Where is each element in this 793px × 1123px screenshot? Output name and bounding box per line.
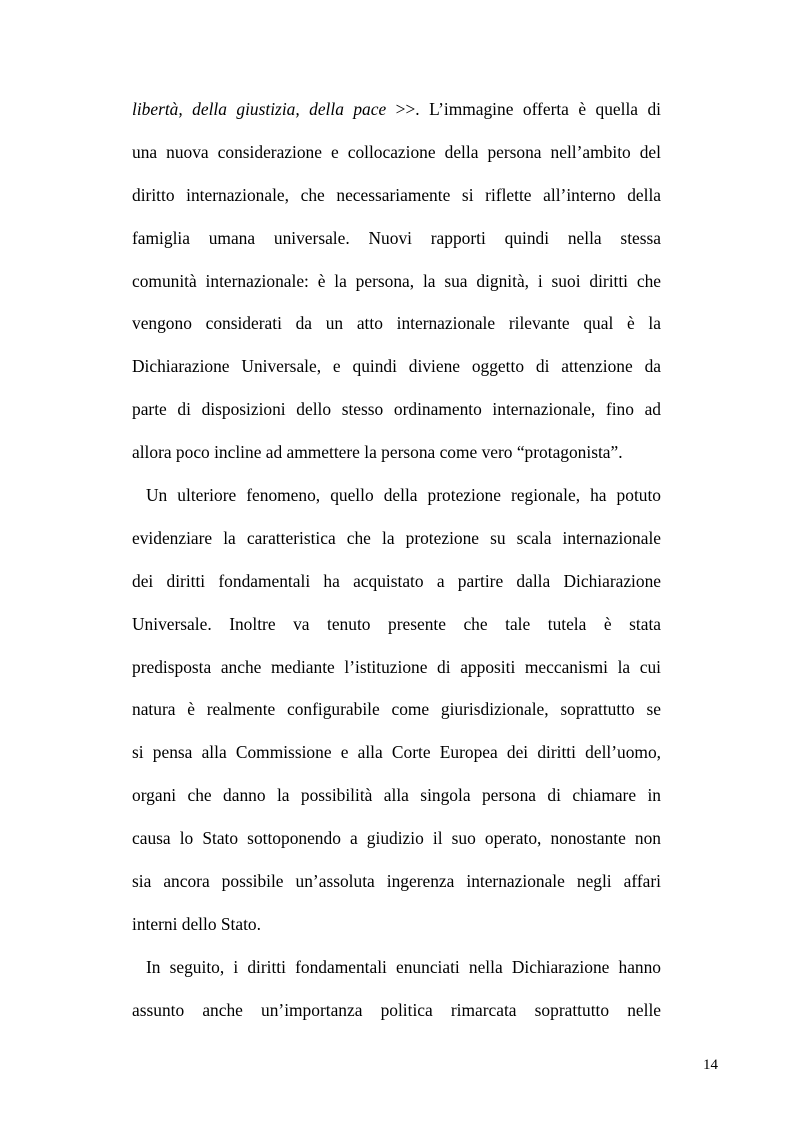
body-text: [132, 88, 661, 1032]
paragraph-1: [132, 88, 661, 474]
text-line: natura è realmente configurabile come giurisdizionale, soprattutto se: [132, 699, 661, 720]
text-line: causa lo Stato sottoponendo a giudizio il suo operato, nonostante non: [132, 828, 661, 849]
italic-quote: libertà, della giustizia, della pace: [132, 99, 387, 119]
text-line: vengono considerati da un atto internazionale rilevante qual è la: [132, 313, 661, 334]
text-line: si pensa alla Commissione e alla Corte Europea dei diritti dell’uomo,: [132, 742, 661, 763]
paragraph-2: [132, 474, 661, 946]
text-line: allora poco incline ad ammettere la persona come vero “protagonista”.: [132, 442, 623, 463]
text-line: assunto anche un’importanza politica rimarcata soprattutto nelle: [132, 999, 661, 1020]
text-line: Un ulteriore fenomeno, quello della protezione regionale, ha potuto: [146, 485, 661, 506]
text-line: Universale. Inoltre va tenuto presente che tale tutela è stata: [132, 613, 661, 634]
text-line: Dichiarazione Universale, e quindi diviene oggetto di attenzione da: [132, 356, 661, 377]
text-line: interni dello Stato.: [132, 913, 261, 934]
text-line: una nuova considerazione e collocazione della persona nell’ambito del: [132, 141, 661, 162]
text-line: In seguito, i diritti fondamentali enunciati nella Dichiarazione hanno: [146, 956, 661, 977]
text-line: organi che danno la possibilità alla singola persona di chiamare in: [132, 785, 661, 806]
paragraph-3: [132, 946, 661, 1032]
text-line: sia ancora possibile un’assoluta ingerenza internazionale negli affari: [132, 871, 661, 892]
page-number: 14: [703, 1057, 718, 1073]
text-line: famiglia umana universale. Nuovi rapporti quindi nella stessa: [132, 227, 661, 248]
text-line: predisposta anche mediante l’istituzione di appositi meccanismi la cui: [132, 656, 661, 677]
text-span: >>. L’immagine offerta è quella di: [386, 99, 661, 119]
text-line: comunità internazionale: è la persona, la sua dignità, i suoi diritti che: [132, 270, 661, 291]
text-line: parte di disposizioni dello stesso ordinamento internazionale, fino ad: [132, 399, 661, 420]
text-line: dei diritti fondamentali ha acquistato a partire dalla Dichiarazione: [132, 570, 661, 591]
text-line: evidenziare la caratteristica che la protezione su scala internazionale: [132, 527, 661, 548]
text-line: [132, 88, 661, 131]
text-line: diritto internazionale, che necessariamente si riflette all’interno della: [132, 184, 661, 205]
